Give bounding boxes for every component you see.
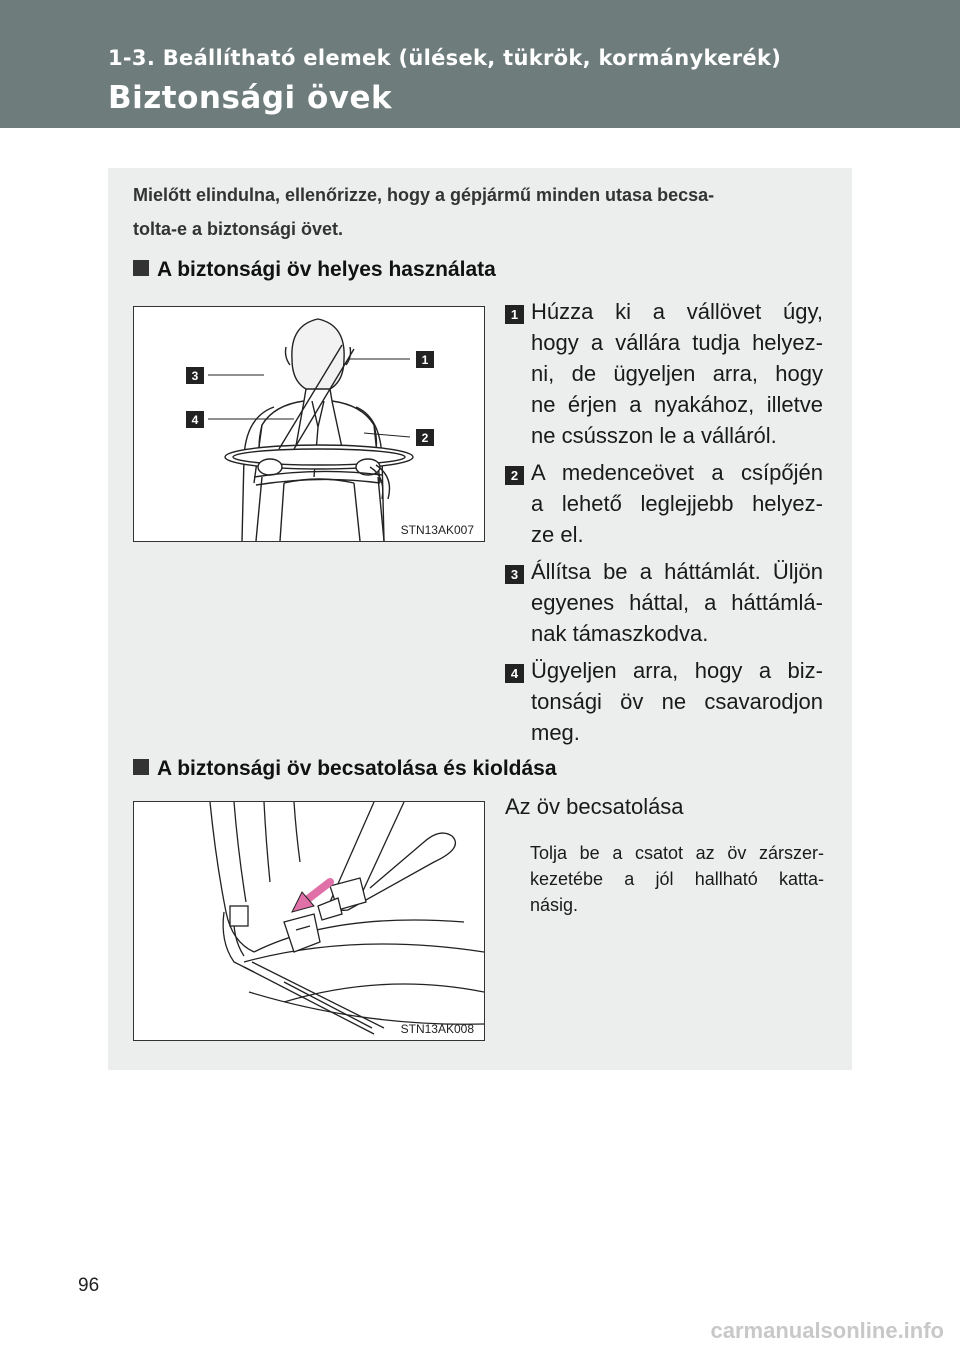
- subsection-title: Az öv becsatolása: [505, 794, 684, 819]
- item-line: nak támaszkodva.: [531, 621, 709, 646]
- item-line: meg.: [531, 720, 580, 745]
- bullet-square-icon: [133, 260, 149, 276]
- item-line: Ügyeljen arra, hogy a biz-: [531, 658, 823, 683]
- callout-badge-1: [416, 351, 434, 368]
- list-item: [505, 296, 823, 451]
- buckle-illustration: [134, 802, 484, 1040]
- watermark: carmanualsonline.info: [710, 1318, 944, 1343]
- item-line: Húzza ki a vállövet úgy,: [531, 299, 823, 324]
- sub-text-line: násig.: [530, 895, 579, 915]
- svg-text:1: 1: [421, 353, 429, 367]
- item-line: Állítsa be a háttámlát. Üljön: [531, 559, 823, 584]
- page-number: 96: [78, 1275, 100, 1296]
- section-heading-usage: [133, 258, 496, 282]
- item-line: tonsági öv ne csavarodjon: [531, 689, 823, 714]
- figure-code: STN13AK007: [400, 523, 474, 537]
- instruction-list: [505, 296, 823, 754]
- item-line: hogy a vállára tudja helyez-: [531, 330, 823, 355]
- figure-code: STN13AK008: [400, 1022, 474, 1036]
- sub-text-line: Tolja be a csatot az öv zárszer-: [530, 843, 824, 863]
- page-title: Biztonsági övek: [108, 80, 393, 116]
- callout-badge-4: [186, 411, 204, 428]
- subsection-text: [530, 840, 824, 918]
- intro-paragraph: [133, 178, 829, 246]
- item-line: a lehető leglejjebb helyez-: [531, 491, 823, 516]
- item-line: ni, de ügyeljen arra, hogy: [531, 361, 823, 386]
- item-line: ne érjen a nyakához, illetve: [531, 392, 823, 417]
- step-badge: 3: [505, 565, 524, 584]
- section-heading-text: A biztonsági öv helyes használata: [157, 258, 496, 281]
- item-line: A medenceövet a csípőjén: [531, 460, 823, 485]
- list-item: [505, 556, 823, 649]
- callout-badge-2: [416, 429, 434, 446]
- step-badge: 2: [505, 466, 524, 485]
- item-line: ze el.: [531, 522, 584, 547]
- section-heading-text: A biztonsági öv becsatolása és kioldása: [157, 757, 557, 780]
- item-line: ne csússzon le a válláról.: [531, 423, 777, 448]
- chapter-header: [0, 0, 960, 128]
- seatbelt-position-figure: [133, 306, 485, 542]
- section-heading-buckling: [133, 757, 557, 781]
- intro-line: tolta-e a biztonsági övet.: [133, 219, 344, 239]
- list-item: [505, 655, 823, 748]
- step-badge: 1: [505, 305, 524, 324]
- bullet-square-icon: [133, 759, 149, 775]
- list-item: [505, 457, 823, 550]
- seated-person-illustration: [134, 307, 484, 541]
- callout-badge-3: [186, 367, 204, 384]
- sub-text-line: kezetébe a jól hallható katta-: [530, 869, 824, 889]
- buckle-insertion-figure: [133, 801, 485, 1041]
- intro-line: Mielőtt elindulna, ellenőrizze, hogy a gépjármű minden utasa becsa-: [133, 185, 715, 205]
- svg-text:4: 4: [191, 413, 199, 427]
- svg-text:2: 2: [421, 431, 429, 445]
- item-line: egyenes háttal, a háttámlá-: [531, 590, 823, 615]
- chapter-subtitle: 1-3. Beállítható elemek (ülések, tükrök, kormánykerék): [108, 46, 782, 70]
- step-badge: 4: [505, 664, 524, 683]
- svg-text:3: 3: [191, 369, 199, 383]
